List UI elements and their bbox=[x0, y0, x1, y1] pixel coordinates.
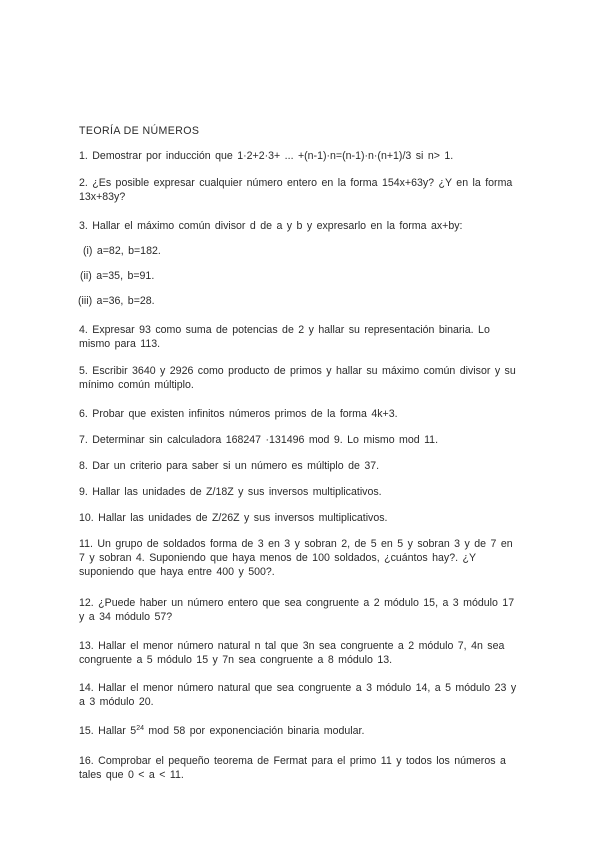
exercise-4: 4. Expresar 93 como suma de potencias de 2 y hallar su representación binaria. Lo mismo para 113. bbox=[79, 324, 490, 350]
exercise-11: 11. Un grupo de soldados forma de 3 en 3 y sobran 2, de 5 en 5 y sobran 3 y de 7 en 7 y sobran 4. Suponiendo que haya menos de 100 soldados, ¿cuántos hay?. ¿Y suponiendo que haya entre 400 y 500?. bbox=[79, 538, 513, 578]
page-title: TEORÍA DE NÚMEROS bbox=[79, 125, 200, 137]
exercise-15-end: mod 58 por exponenciación binaria modular. bbox=[143, 725, 365, 737]
exercise-8: 8. Dar un criterio para saber si un número es múltiplo de 37. bbox=[79, 460, 380, 472]
exercise-15-start: 15. Hallar 5 bbox=[79, 725, 137, 737]
exercise-12: 12. ¿Puede haber un número entero que sea congruente a 2 módulo 15, a 3 módulo 17 y a 34 módulo 57? bbox=[79, 597, 515, 623]
exercise-3-part-ii: (ii) a=35, b=91. bbox=[80, 270, 155, 282]
exercise-10: 10. Hallar las unidades de Z/26Z y sus inversos multiplicativos. bbox=[79, 512, 388, 524]
exercise-15-exponent: 24 bbox=[136, 725, 144, 732]
exercise-7: 7. Determinar sin calculadora 168247 ·131496 mod 9. Lo mismo mod 11. bbox=[79, 434, 439, 446]
exercise-9: 9. Hallar las unidades de Z/18Z y sus inversos multiplicativos. bbox=[79, 486, 382, 498]
exercise-16: 16. Comprobar el pequeño teorema de Fermat para el primo 11 y todos los números a tales que 0 < a < 11. bbox=[79, 755, 506, 781]
exercise-14: 14. Hallar el menor número natural que sea congruente a 3 módulo 14, a 5 módulo 23 y a 3 módulo 20. bbox=[79, 682, 517, 708]
exercise-15 bbox=[79, 724, 519, 738]
exercise-6: 6. Probar que existen infinitos números primos de la forma 4k+3. bbox=[79, 408, 398, 420]
exercise-13: 13. Hallar el menor número natural n tal que 3n sea congruente a 2 módulo 7, 4n sea congruente a 5 módulo 15 y 7n sea congruente a 8 módulo 13. bbox=[79, 640, 505, 666]
exercise-2: 2. ¿Es posible expresar cualquier número entero en la forma 154x+63y? ¿Y en la forma 13x+83y? bbox=[79, 177, 513, 203]
exercise-3-part-i: (i) a=82, b=182. bbox=[83, 245, 161, 257]
exercise-3-part-iii: (iii) a=36, b=28. bbox=[78, 295, 155, 307]
exercise-3: 3. Hallar el máximo común divisor d de a y b y expresarlo en la forma ax+by: bbox=[79, 220, 463, 232]
exercise-5: 5. Escribir 3640 y 2926 como producto de primos y hallar su máximo común divisor y su mínimo común múltiplo. bbox=[79, 365, 516, 391]
exercise-1: 1. Demostrar por inducción que 1·2+2·3+ ... +(n-1)·n=(n-1)·n·(n+1)/3 si n> 1. bbox=[79, 150, 454, 162]
